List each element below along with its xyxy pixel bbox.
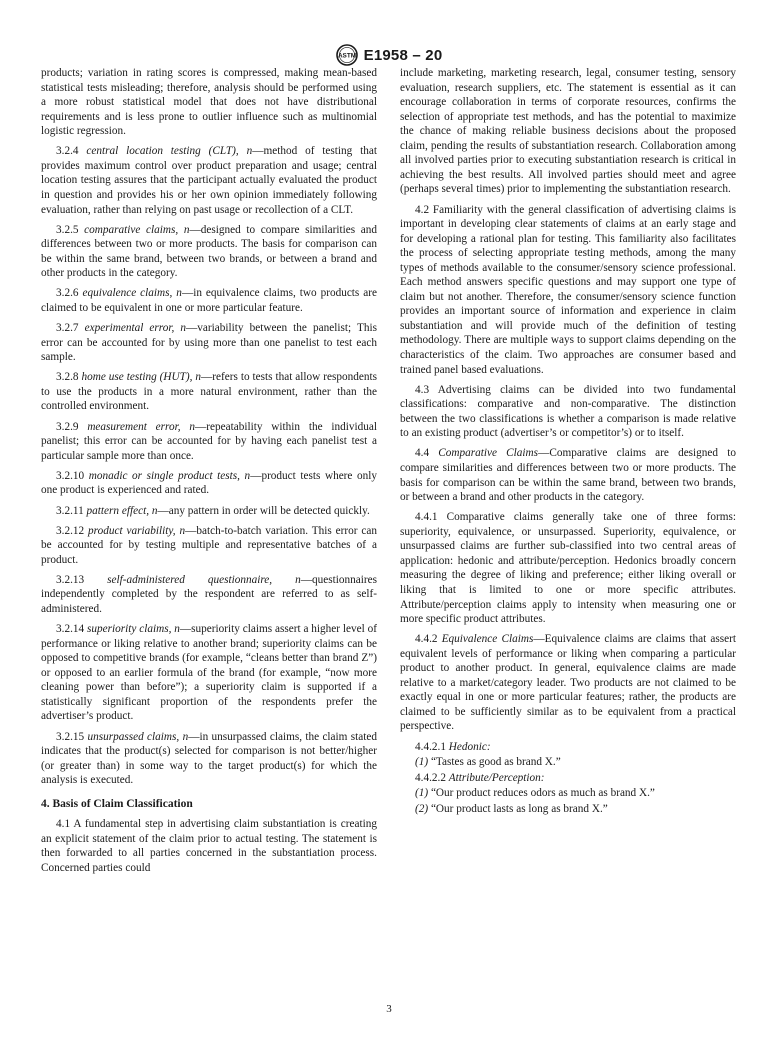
definition-3-2-11: 3.2.11 pattern effect, n—any pattern in order will be detected quickly.: [56, 504, 370, 517]
definition-3-2-7: 3.2.7 experimental error, n—variability between the panelist; This error can be accounted for by using more than one panelist to test each sample.: [41, 322, 378, 364]
astm-logo: [336, 44, 358, 66]
definition-3-2-13: 3.2.13 self-administered questionnaire, n—questionnaires independently completed by the respondent are referred to as self-administered.: [41, 573, 377, 615]
subsection-4-4-2-2: 4.4.2.2 Attribute/Perception:: [415, 771, 545, 784]
definition-3-2-10: 3.2.10 monadic or single product tests, n—product tests where only one product is experienced and rated.: [41, 469, 377, 497]
paragraph-continued: products; variation in rating scores is compressed, making mean-based statistical tests misleading; therefore, analysis should be performed using a more robust statistical model that does not have distributional requirements and is less prone to outlier influence such as multinomial logistic regression.: [41, 67, 377, 138]
document-id: E1958 – 20: [363, 46, 443, 64]
definition-3-2-8: 3.2.8 home use testing (HUT), n—refers to tests that allow respondents to use the products in a more natural environment, rather than the controlled environment.: [41, 371, 377, 413]
paragraph-4-2: 4.2 Familiarity with the general classification of advertising claims is important in developing clear statements of claims at an early stage and for developing a rational plan for testing. This familiarity also facilitates the process of selecting appropriate testing methods, among the many types of methods available to the consumer/sensory science professional. Each method answers specific questions and may support one type of claim but not another. Therefore, the consumer/sensory science function provides an important source of information and experience in claim substantiation and will provide much of the definition of testing methodology. There are multiple ways to support claims depending on the characteristics of the claim. Two approaches are consumer based and trained panel based evaluations.: [400, 203, 736, 376]
definition-3-2-6: 3.2.6 equivalence claims, n—in equivalence claims, two products are claimed to be equivalent in one or more particular feature.: [41, 287, 378, 314]
example-attribute-2: (2) “Our product lasts as long as brand X.”: [415, 802, 608, 815]
page-number: 3: [386, 1003, 392, 1015]
definition-3-2-9: 3.2.9 measurement error, n—repeatability within the individual panelist; this error can be accounted for by having each panelist test a particular sample more than once.: [41, 420, 378, 462]
example-attribute-1: (1) “Our product reduces odors as much as brand X.”: [415, 787, 655, 800]
right-column: [400, 66, 736, 817]
paragraph-4-1-continued: include marketing, marketing research, legal, consumer testing, sensory evaluation, research suppliers, etc. The statement is essential as it can encourage collaboration in terms of corporate resources, confirms the selection of appropriate test methods, and has the potential to maximize the chance of making reliable business decisions about the proposed claim, pending the results of substantiation research. Collaboration among all involved parties prior to executing substantiation research is critical in achieving the best results. All involved parties should meet and agree (perhaps several times) prior to implementing the substantiation research.: [400, 67, 736, 196]
subsection-4-4-2-1: 4.4.2.1 Hedonic:: [415, 740, 491, 753]
paragraph-4-3: 4.3 Advertising claims can be divided into two fundamental classifications: comparative and non-comparative. The distinction between the two classifications is whether a comparison is made relative to an existing product (advertiser’s or competitor’s) or to itself.: [400, 383, 736, 440]
section-heading: 4. Basis of Claim Classification: [41, 797, 193, 810]
paragraph-4-4: 4.4 Comparative Claims—Comparative claims are designed to compare similarities and differences between two or more products. The basis for comparison can be within the same brand, between two brands, or between a brand and other products in the category.: [400, 447, 736, 504]
definition-3-2-15: 3.2.15 unsurpassed claims, n—in unsurpassed claims, the claim stated indicates that the product(s) selected for comparison is not better/higher (or greater than) in some way to the target product(s) for which the analysis is executed.: [41, 730, 377, 787]
paragraph-4-1: 4.1 A fundamental step in advertising claim substantiation is creating an explicit statement of the claim prior to actual testing. The statement is then forwarded to all parties concerned in the substantiation process. Concerned parties could: [41, 818, 377, 874]
definition-3-2-14: 3.2.14 superiority claims, n—superiority claims assert a higher level of performance or liking relative to another brand; superiority claims can be opposed to competitive brands (for example, “cleans better than brand Z”) or opposed to an earlier formula of the brand (for example, “now more cleaning power than before”); a superiority claim is supported if a statistically significant proportion of the respondents prefer the advertiser’s product.: [41, 623, 377, 723]
svg-text:ASTM: ASTM: [337, 52, 356, 60]
left-column: [41, 66, 377, 881]
paragraph-4-4-2: 4.4.2 Equivalence Claims—Equivalence claims are claims that assert equivalent levels of performance or liking when comparing a particular product to another product. In general, equivalence claims are made relative to a market/category leader. Two products are not claimed to be exactly equal in one or more particular features; rather, the products are claimed to be sufficiently similar as to be equivalent from a practical perspective.: [400, 633, 737, 733]
page-header: [0, 44, 778, 66]
definition-3-2-4: 3.2.4 central location testing (CLT), n—method of testing that provides maximum control over product preparation and usage; central location testing assures that the participant actually evaluated the product in question and provides his or her own opinion immediately following evaluation, rather than relying on past usage or recollection of a CLT.: [41, 145, 378, 216]
definition-3-2-5: 3.2.5 comparative claims, n—designed to compare similarities and differences between two or more products. The basis for comparison can be within the same brand, between two brands, or between a brand and other products in the category.: [41, 223, 377, 280]
example-hedonic-1: (1) “Tastes as good as brand X.”: [415, 756, 561, 769]
paragraph-4-4-1: 4.4.1 Comparative claims generally take one of three forms: superiority, equivalence, or unsurpassed. Superiority, equivalence, or unsurpassed claims are further sub-classified into two central areas of application: hedonic and attribute/perception. Hedonics broadly concern measuring the degree of liking and preference; either liking overall or liking that is limited to one or more specific attributes. Attribute/perception claims apply to intensity when measuring one or more specific product attributes.: [400, 511, 736, 626]
definition-3-2-12: 3.2.12 product variability, n—batch-to-batch variation. This error can be accounted for by testing multiple and representative batches of a product.: [41, 524, 378, 566]
